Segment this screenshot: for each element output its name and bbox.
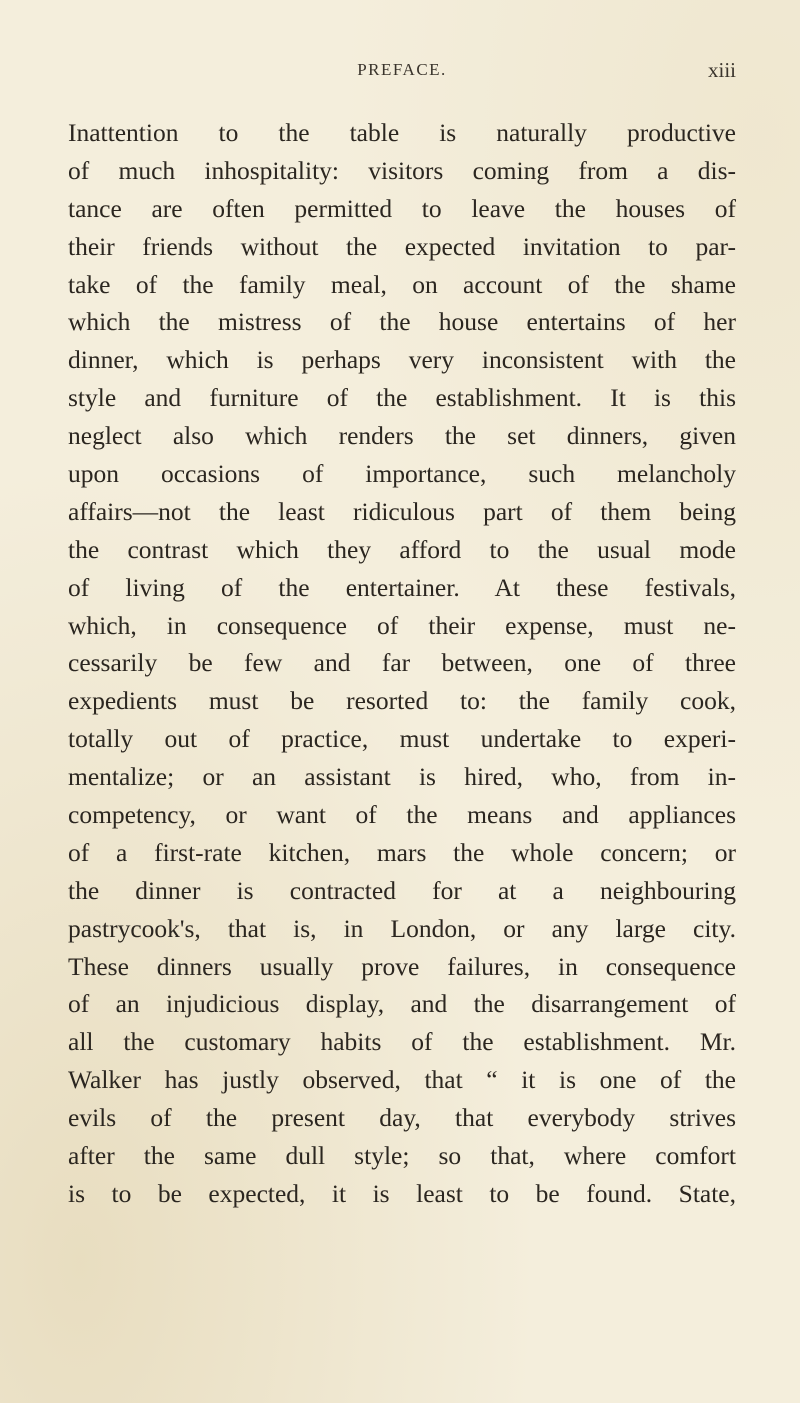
text-line: of an injudicious display, and the disarrangement of: [68, 989, 736, 1019]
text-line: which, in consequence of their expense, must ne-: [68, 610, 736, 640]
text-line: the dinner is contracted for at a neighbouring: [68, 875, 736, 905]
text-line: Walker has justly observed, that “ it is one of the: [68, 1065, 736, 1095]
text-line: of a first-rate kitchen, mars the whole concern; or: [68, 837, 736, 867]
text-line: take of the family meal, on account of the shame: [68, 269, 736, 299]
text-line: style and furniture of the establishment. It is this: [68, 383, 736, 413]
text-line: competency, or want of the means and appliances: [68, 800, 736, 830]
text-line: neglect also which renders the set dinners, given: [68, 421, 736, 451]
text-line: dinner, which is perhaps very inconsistent with the: [68, 345, 736, 375]
running-head: [68, 60, 736, 90]
text-line: pastrycook's, that is, in London, or any large city.: [68, 913, 736, 943]
text-line: affairs—not the least ridiculous part of them being: [68, 496, 736, 526]
text-line: upon occasions of importance, such melancholy: [68, 459, 736, 489]
text-line: totally out of practice, must undertake to experi-: [68, 724, 736, 754]
text-line: of living of the entertainer. At these festivals,: [68, 572, 736, 602]
text-line: is to be expected, it is least to be found. State,: [68, 1178, 736, 1208]
text-line: all the customary habits of the establishment. Mr.: [68, 1027, 736, 1057]
text-line: Inattention to the table is naturally productive: [68, 118, 736, 147]
running-head-title: PREFACE.: [357, 60, 447, 79]
text-line: evils of the present day, that everybody strives: [68, 1103, 736, 1133]
text-line: of much inhospitality: visitors coming from a dis-: [68, 155, 736, 185]
text-line: mentalize; or an assistant is hired, who, from in-: [68, 762, 736, 792]
text-line: the contrast which they afford to the usual mode: [68, 534, 736, 564]
text-line: after the same dull style; so that, where comfort: [68, 1141, 736, 1171]
text-line: which the mistress of the house entertains of her: [68, 307, 736, 337]
text-line: their friends without the expected invitation to par-: [68, 231, 736, 261]
text-line: cessarily be few and far between, one of three: [68, 648, 736, 678]
text-line: tance are often permitted to leave the houses of: [68, 193, 736, 223]
page-number: xiii: [707, 58, 736, 82]
text-line: expedients must be resorted to: the family cook,: [68, 686, 736, 716]
body-text: [68, 114, 736, 1213]
text-line: These dinners usually prove failures, in consequence: [68, 951, 736, 981]
